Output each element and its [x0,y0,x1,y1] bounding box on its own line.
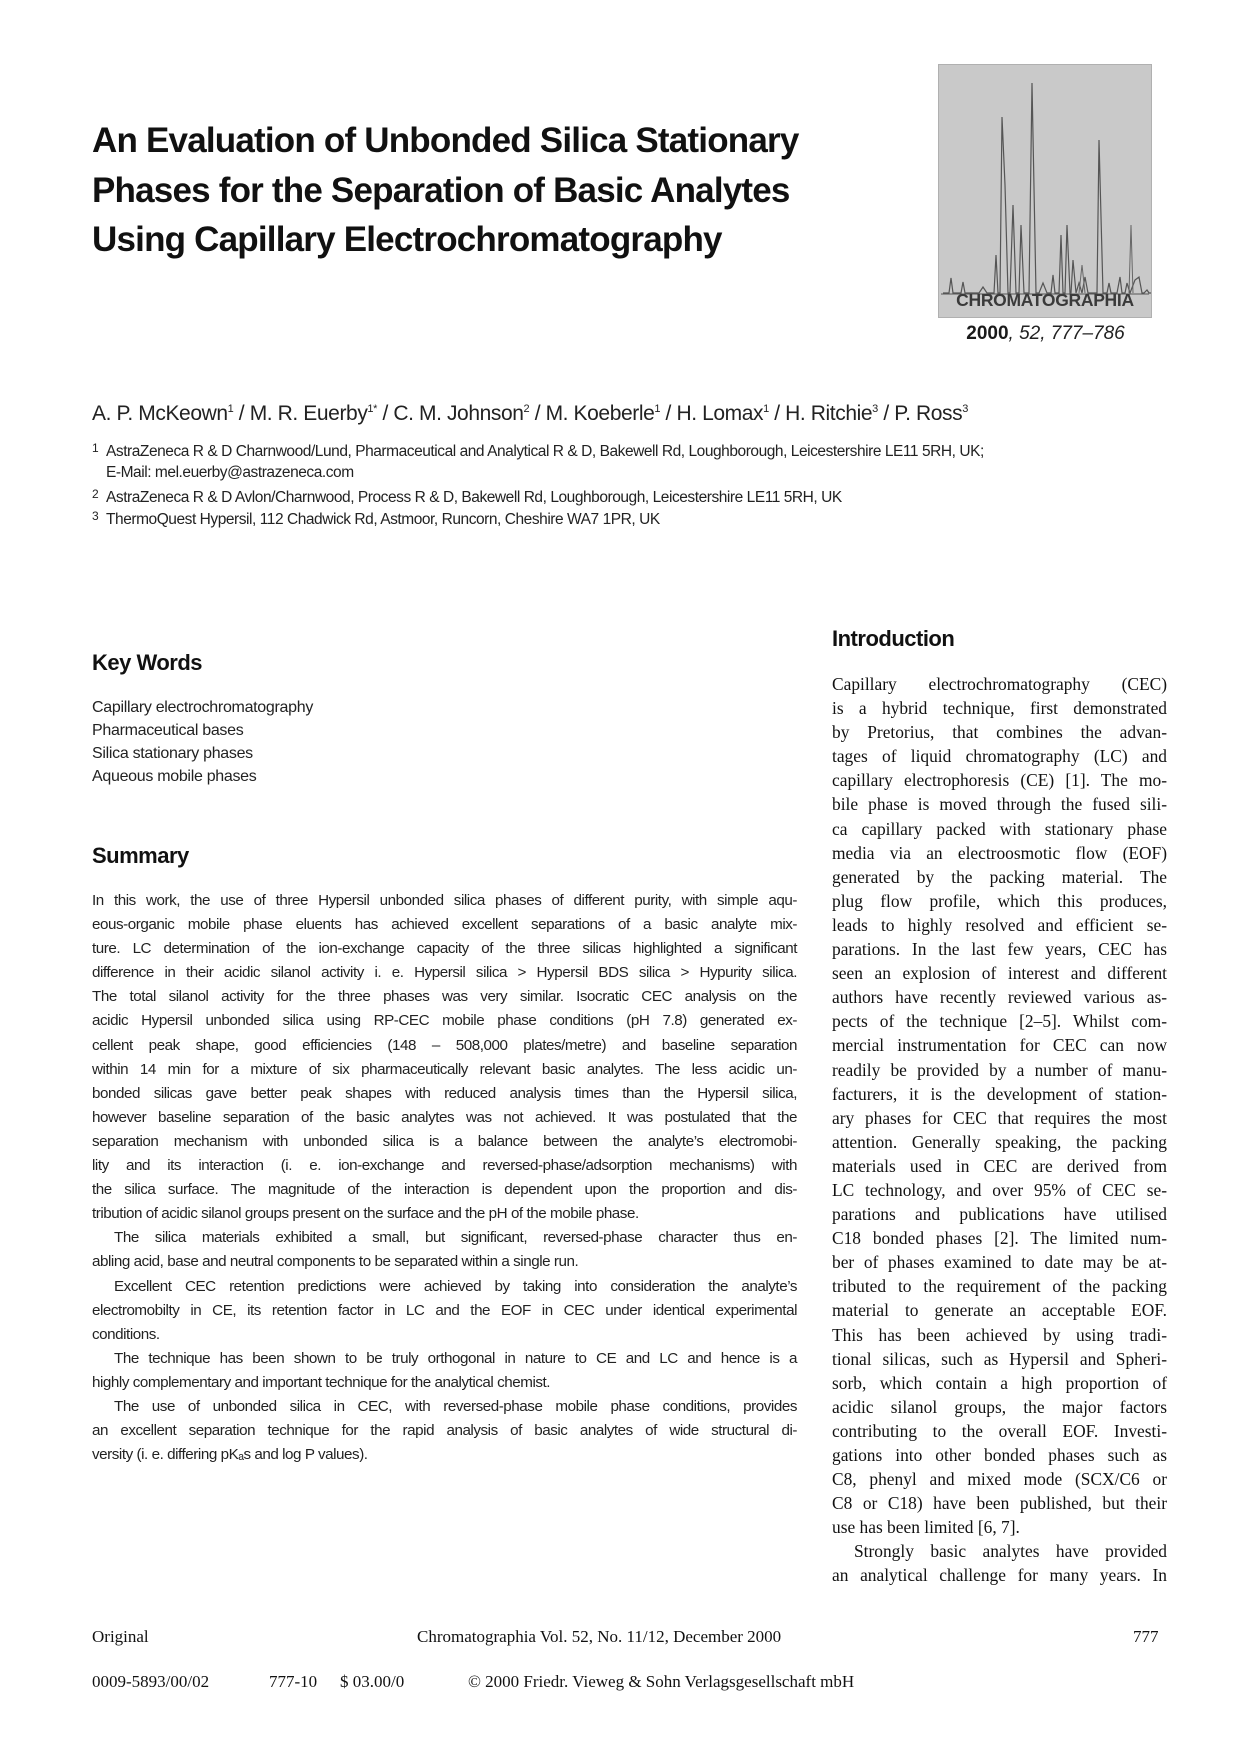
introduction-line: generated by the packing material. The [832,866,1167,887]
introduction-line: plug flow profile, which this produces, [832,890,1167,911]
author-separator: / [233,402,250,425]
author-list [92,402,968,426]
chromatogram-logo-graphic [939,65,1151,317]
summary-line: tribution of acidic silanol groups present on the surface and the pH of the mobile phase. [92,1205,639,1223]
footer-price: $ 03.00/0 [340,1672,405,1691]
introduction-line: Capillary electrochromatography (CEC) [832,674,1167,694]
affiliation-number: 1 [92,441,99,455]
introduction-line: media via an electroosmotic flow (EOF) [832,842,1167,863]
title-line: Phases for the Separation of Basic Analytes [92,170,790,210]
introduction-line: attention. Generally speaking, the packing [832,1131,1167,1152]
introduction-line: contributing to the overall EOF. Investi- [832,1420,1167,1441]
citation [958,323,1133,345]
introduction-line: an analytical challenge for many years. In [832,1565,1167,1586]
author-separator: / [529,402,546,425]
author-name: M. R. Euerby [249,402,368,425]
author-separator: / [768,402,786,425]
introduction-line: material to generate an acceptable EOF. [832,1300,1167,1321]
introduction-line: tages of liquid chromatography (LC) and [832,746,1167,767]
affiliation-email [92,464,354,482]
affiliation [92,509,660,529]
introduction-line: gations into other bonded phases such as [832,1445,1167,1465]
introduction-line: parations and publications have utilised [832,1204,1167,1225]
keyword-item: Capillary electrochromatography [92,699,314,716]
author-affiliation-mark: 1 [763,403,769,415]
keyword-item: Aqueous mobile phases [92,768,257,785]
introduction-line: ca capillary packed with stationary phase [832,818,1167,839]
introduction-line: pects of the technique [2–5]. Whilst com- [832,1011,1167,1032]
introduction-line: mercial instrumentation for CEC can now [832,1035,1167,1056]
introduction-line: authors have recently reviewed various as- [832,987,1167,1008]
summary-line: The use of unbonded silica in CEC, with reversed-phase mobile phase conditions, provides [114,1397,797,1415]
introduction-line: C18 bonded phases [2]. The limited num- [832,1228,1167,1249]
citation-volume-pages: , 52, 777–786 [1008,323,1125,344]
summary-line: separation mechanism with unbonded silica is a balance between the analyte’s electromobi- [92,1132,797,1150]
summary-line: lity and its interaction (i. e. ion-exchange and reversed-phase/adsorption mechanisms) with [92,1157,797,1175]
introduction-line: LC technology, and over 95% of CEC se- [832,1179,1167,1200]
affiliation-number: 3 [92,509,99,523]
summary-line: acidic Hypersil unbonded silica using RP-CEC mobile phase conditions (pH 7.8) generated ex- [92,1012,797,1030]
summary-line: The silica materials exhibited a small, but significant, reversed-phase character thus en- [114,1229,797,1247]
affiliation-text: AstraZeneca R & D Charnwood/Lund, Pharmaceutical and Analytical R & D, Bakewell Rd, Loughborough, Leicestershire LE11 5RH, UK; [106,443,984,460]
summary-line: conditions. [92,1325,160,1343]
summary-body [92,889,797,1467]
introduction-line: Strongly basic analytes have provided [854,1541,1167,1562]
introduction-line: use has been limited [6, 7]. [832,1517,1020,1538]
author-separator: / [877,402,895,425]
affiliation-number: 2 [92,487,99,501]
logo-brand-text: CHROMATOGRAPHIA [956,290,1134,310]
summary-line: versity (i. e. differing pKₐs and log P values). [92,1446,368,1464]
author-name: A. P. McKeown [92,402,228,425]
introduction-line: readily be provided by a number of manu- [832,1059,1167,1080]
summary-line: ture. LC determination of the ion-exchange capacity of the three silicas highlighted a significant [92,940,797,958]
article-title [92,116,799,265]
footer-page-number: 777 [1133,1627,1159,1646]
summary-line: abling acid, base and neutral components to be separated within a single run. [92,1253,579,1271]
author-name: P. Ross [894,402,963,425]
journal-logo [938,64,1152,318]
introduction-line: tional silicas, such as Hypersil and Spheri- [832,1348,1167,1369]
introduction-line: C8, phenyl and mixed mode (SCX/C6 or [832,1469,1167,1490]
footer-copyright: © 2000 Friedr. Vieweg & Sohn Verlagsgesellschaft mbH [468,1672,855,1691]
author-affiliation-mark: 3 [872,403,878,415]
introduction-line: seen an explosion of interest and different [832,963,1167,984]
introduction-line: ary phases for CEC that requires the most [832,1107,1167,1128]
affiliation-text: AstraZeneca R & D Avlon/Charnwood, Process R & D, Bakewell Rd, Loughborough, Leicestershire LE11 5RH, UK [106,489,842,506]
summary-line: eous-organic mobile phase eluents has achieved excellent separations of a basic analyte mix- [92,916,797,934]
summary-line: difference in their acidic silanol activity i. e. Hypersil silica > Hypersil BDS silica > Hypurity silica. [92,964,797,982]
keywords-list [92,696,313,788]
introduction-line: tributed to the requirement of the packing [832,1276,1167,1297]
author-affiliation-mark: 2 [523,403,530,415]
footer-journal-issue: Chromatographia Vol. 52, No. 11/12, December 2000 [417,1627,782,1646]
author-affiliation-mark: 1* [367,403,378,415]
affiliation-text: E-Mail: mel.euerby@astrazeneca.com [106,464,354,481]
introduction-line: capillary electrophoresis (CE) [1]. The mo- [832,770,1167,791]
author-affiliation-mark: 1 [654,403,661,415]
introduction-line: C8 or C18) have been published, but their [832,1493,1167,1514]
introduction-line: ber of phases examined to date may be at- [832,1252,1167,1273]
introduction-heading: Introduction [832,626,955,651]
author-affiliation-mark: 1 [227,403,234,415]
author-name: M. Koeberle [545,402,655,425]
introduction-line: materials used in CEC are derived from [832,1155,1167,1176]
footer-issn: 0009-5893/00/02 [92,1672,210,1691]
keywords-heading: Key Words [92,650,203,675]
introduction-line: by Pretorius, that combines the advan- [832,722,1167,743]
introduction-line: is a hybrid technique, first demonstrated [832,698,1167,719]
summary-line: The technique has been shown to be truly orthogonal in nature to CE and LC and hence is a [114,1349,797,1367]
summary-line: The total silanol activity for the three phases was very similar. Isocratic CEC analysis on the [92,988,797,1006]
introduction-line: acidic silanol groups, the major factors [832,1396,1167,1417]
citation-year: 2000 [966,323,1009,344]
author-separator: / [377,402,394,425]
title-line: Using Capillary Electrochromatography [92,220,722,259]
introduction-line: This has been achieved by using tradi- [832,1324,1167,1345]
summary-line: cellent peak shape, good efficiencies (148 – 508,000 plates/metre) and baseline separation [92,1036,797,1054]
affiliation [92,487,842,507]
author-affiliation-mark: 3 [962,403,968,415]
summary-line: the silica surface. The magnitude of the interaction is dependent upon the proportion and dis- [92,1181,797,1199]
introduction-line: sorb, which contain a high proportion of [832,1372,1167,1393]
footer-code: 777-10 [269,1672,318,1691]
summary-line: within 14 min for a mixture of six pharmaceutically relevant basic analytes. The less acidic un- [92,1060,797,1078]
affiliation [92,441,984,461]
author-name: H. Ritchie [785,402,873,425]
summary-line: an excellent separation technique for the rapid analysis of basic analytes of wide structural di- [92,1422,797,1440]
keyword-item: Silica stationary phases [92,745,253,762]
title-line: An Evaluation of Unbonded Silica Stationary [92,121,799,160]
summary-line: In this work, the use of three Hypersil unbonded silica phases of different purity, with simple aqu- [92,892,797,909]
summary-line: Excellent CEC retention predictions were achieved by taking into consideration the analyte’s [114,1277,797,1295]
keyword-item: Pharmaceutical bases [92,722,244,739]
summary-line: however baseline separation of the basic analytes was not achieved. It was postulated that the [92,1108,797,1126]
author-separator: / [660,402,677,425]
author-name: C. M. Johnson [393,402,524,425]
summary-line: highly complementary and important technique for the analytical chemist. [92,1373,551,1391]
summary-line: electromobilty in CE, its retention factor in LC and the EOF in CEC under identical experimental [92,1301,797,1319]
summary-line: bonded silicas gave better peak shapes with reduced analysis times than the Hypersil silica, [92,1084,797,1102]
introduction-line: leads to highly resolved and efficient se- [832,914,1167,935]
introduction-line: parations. In the last few years, CEC has [832,939,1167,960]
introduction-line: facturers, it is the development of station- [832,1083,1167,1104]
introduction-body [832,672,1167,1588]
summary-heading: Summary [92,843,189,868]
author-name: H. Lomax [676,402,764,425]
affiliation-text: ThermoQuest Hypersil, 112 Chadwick Rd, Astmoor, Runcorn, Cheshire WA7 1PR, UK [106,511,660,528]
introduction-line: bile phase is moved through the fused sili- [832,794,1167,815]
footer-section-label: Original [92,1627,149,1646]
